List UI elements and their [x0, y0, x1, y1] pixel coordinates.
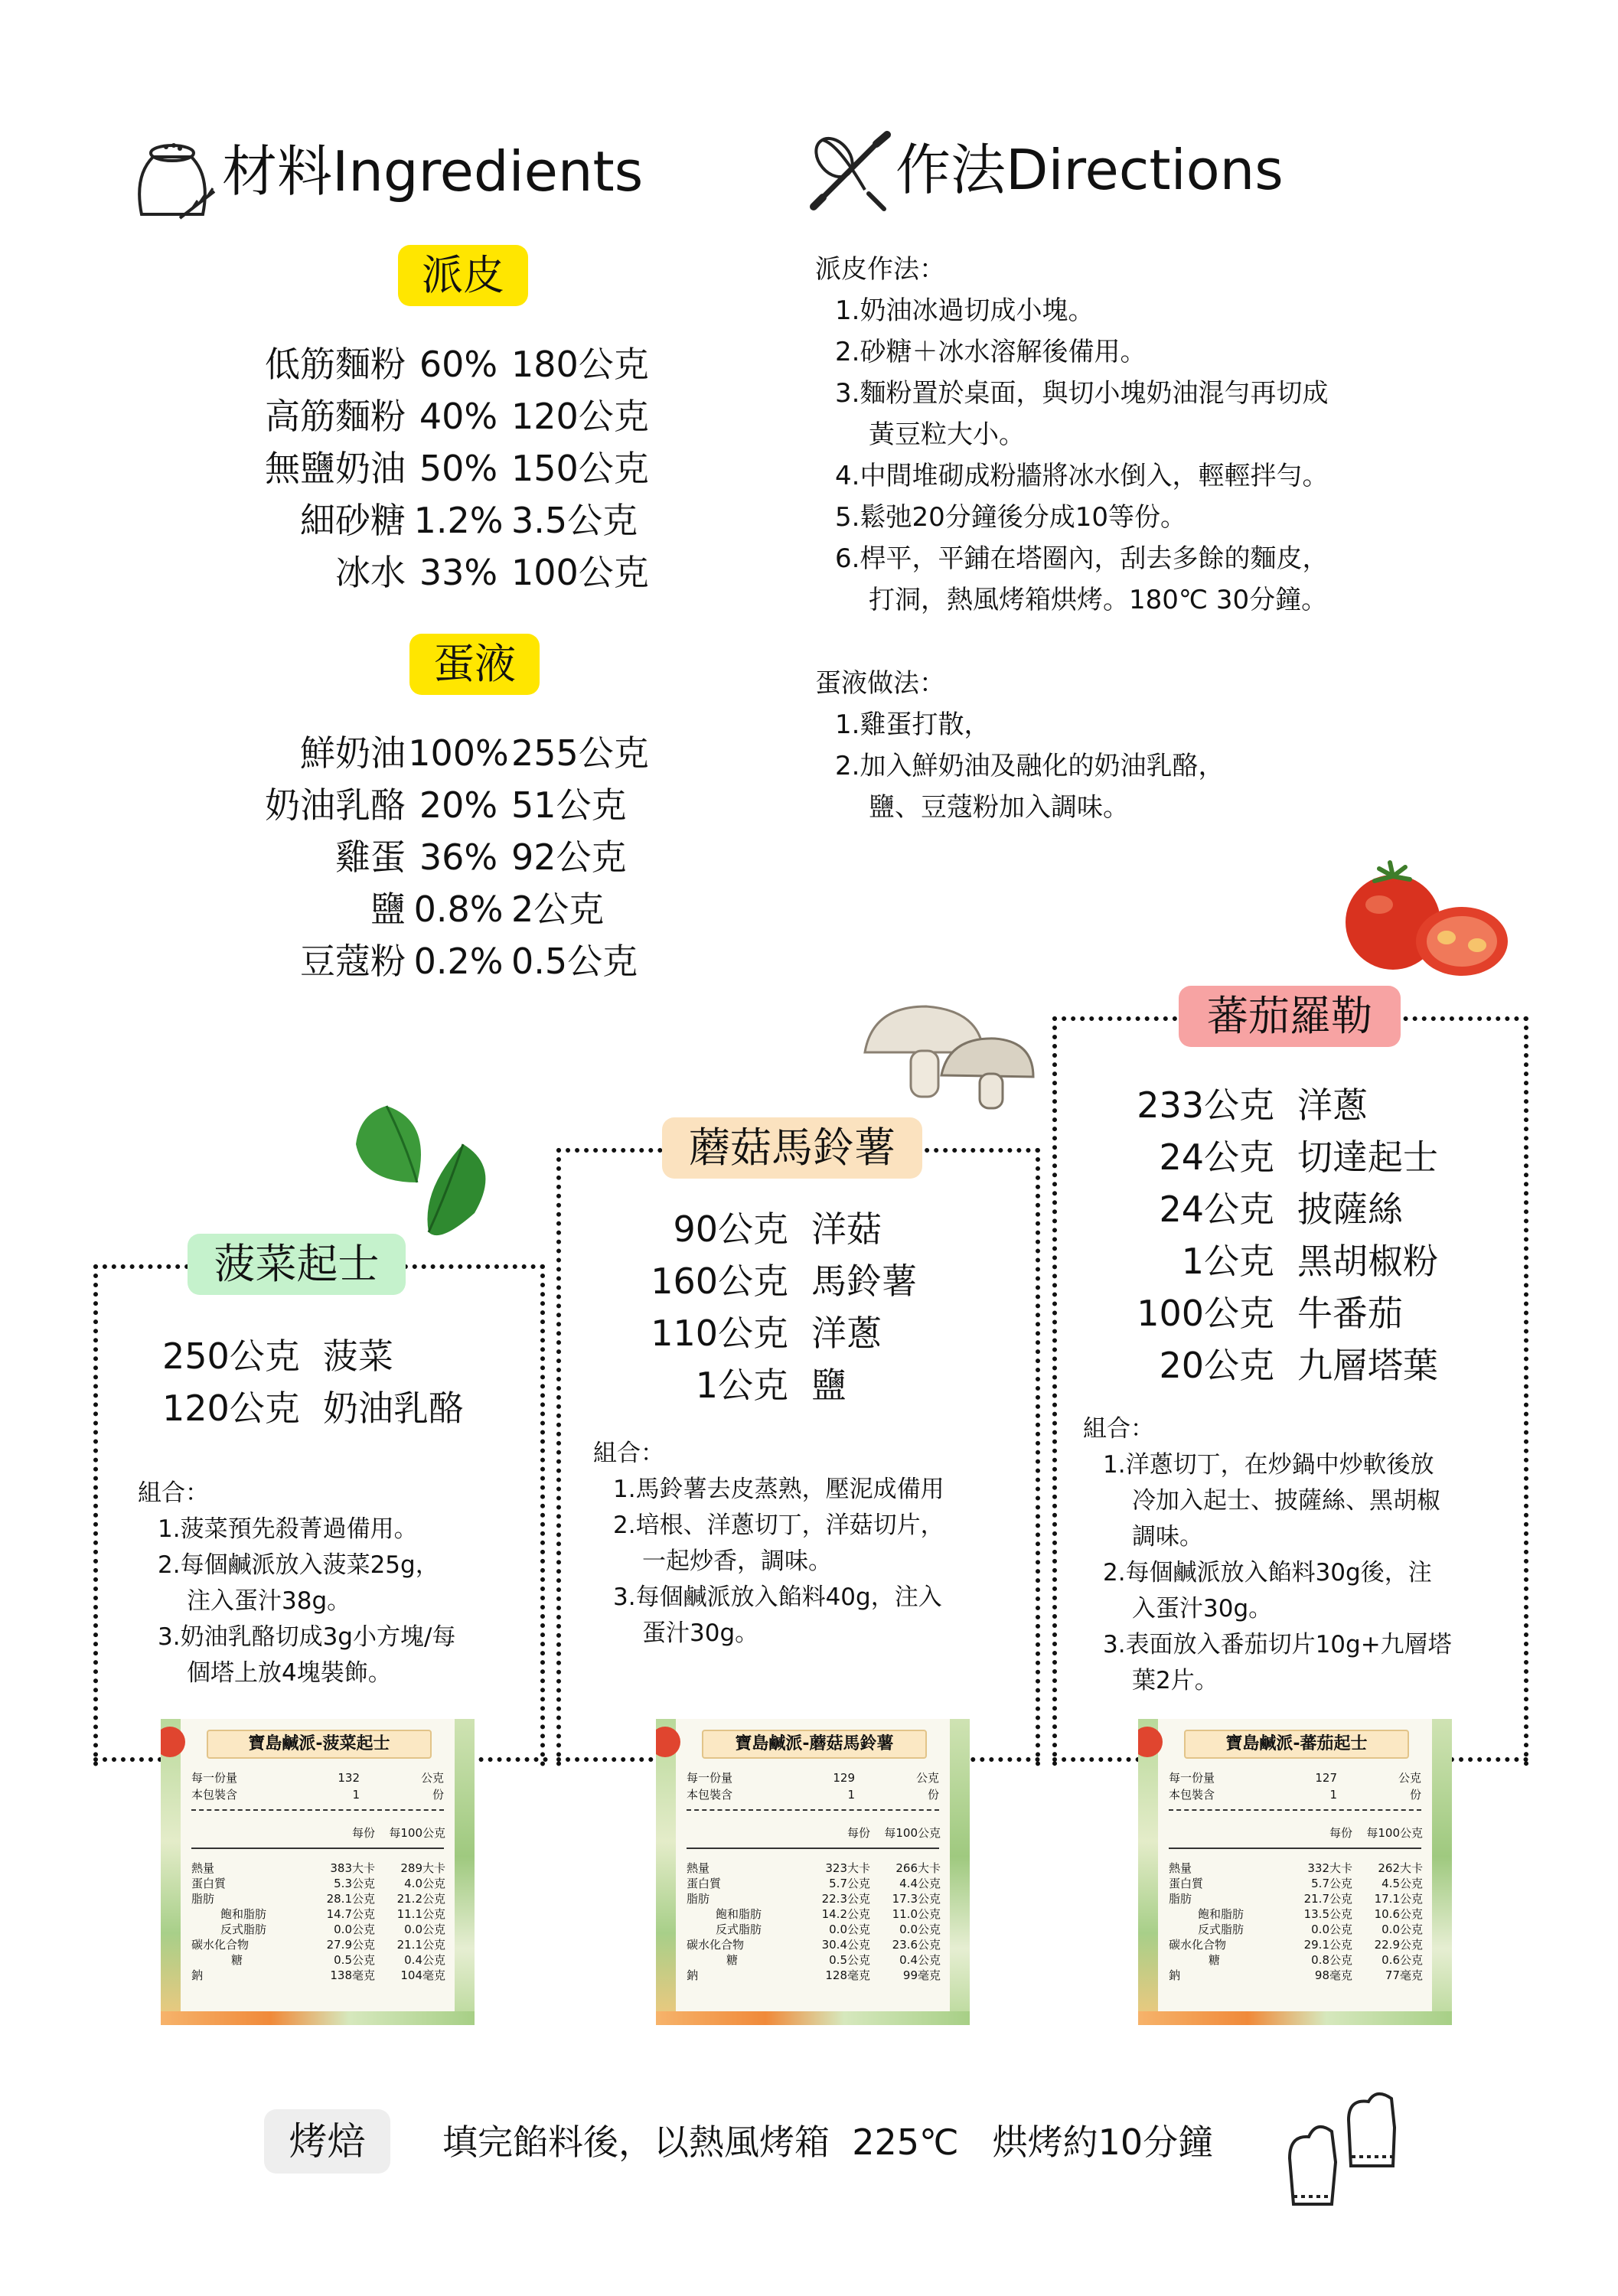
ingredient-grams: 51公克 — [511, 784, 627, 826]
nutrient-per-100g: 0.4公克 — [899, 1953, 941, 1967]
nutrient-per-serving: 27.9公克 — [326, 1938, 375, 1952]
filling-row — [628, 1203, 917, 1255]
filling-row — [628, 1359, 917, 1411]
ingredient-row — [245, 442, 649, 494]
ingredient-name: 奶油乳酪 — [265, 784, 406, 826]
divider — [1169, 1809, 1421, 1811]
filling-name: 鹽 — [811, 1365, 847, 1406]
nutrient-label: 蛋白質 — [1169, 1877, 1204, 1890]
tomato-decoration-icon — [161, 1727, 185, 1757]
combo-step-cont: 入蛋汁30g。 — [1132, 1595, 1273, 1623]
direction-step: 3.麵粉置於桌面，與切小塊奶油混勻再切成 — [835, 378, 1329, 409]
ingredient-row — [245, 779, 649, 831]
filling-row — [162, 1382, 464, 1434]
nutrient-label: 碳水化合物 — [191, 1938, 250, 1952]
combo-step: 2.每個鹹派放入餡料30g後，注 — [1103, 1559, 1432, 1587]
direction-step: 1.雞蛋打散， — [835, 709, 990, 740]
nutrient-per-serving: 14.2公克 — [821, 1907, 870, 1921]
spinach-icon — [341, 1098, 501, 1244]
combo-step: 1.洋蔥切丁，在炒鍋中炒軟後放 — [1103, 1451, 1434, 1479]
nutrition-title: 寶島鹹派-蕃茄起士 — [1184, 1730, 1409, 1759]
tomato-icon — [1332, 857, 1515, 980]
divider — [191, 1848, 444, 1849]
ingredient-percent: 1.2% — [413, 500, 504, 541]
nutrient-label: 反式脂肪 — [220, 1923, 267, 1936]
nutrient-label: 脂肪 — [191, 1892, 215, 1906]
tomato-basil-label: 蕃茄羅勒 — [1179, 986, 1401, 1047]
combo-step-cont: 個塔上放4塊裝飾。 — [187, 1659, 392, 1687]
ingredient-percent: 20% — [419, 784, 498, 826]
filling-name: 九層塔葉 — [1297, 1345, 1438, 1386]
nutrition-label — [1138, 1719, 1452, 2025]
vegetable-border-decoration — [1432, 1719, 1452, 2025]
ingredient-grams: 0.5公克 — [511, 941, 638, 982]
serving-label: 每一份量 — [1169, 1771, 1215, 1785]
ingredient-row — [245, 338, 649, 390]
col-per-serving: 每份 — [847, 1826, 870, 1840]
filling-quantity: 100公克 — [1137, 1293, 1274, 1334]
pack-value: 1 — [1329, 1788, 1337, 1802]
divider — [1169, 1848, 1421, 1849]
nutrient-label: 反式脂肪 — [716, 1923, 762, 1936]
ingredient-grams: 180公克 — [511, 344, 649, 385]
filling-name: 披薩絲 — [1297, 1189, 1403, 1230]
ingredient-name: 雞蛋 — [335, 837, 406, 878]
combo-step-cont: 一起炒香，調味。 — [642, 1548, 832, 1575]
pack-label: 本包裝含 — [1169, 1788, 1215, 1802]
ingredient-name: 鮮奶油 — [300, 732, 406, 774]
nutrient-per-serving: 383大卡 — [330, 1861, 375, 1875]
nutrient-label: 飽和脂肪 — [716, 1907, 762, 1921]
vegetable-border-decoration — [161, 1719, 181, 2025]
filling-name: 洋蔥 — [811, 1313, 882, 1354]
ingredients-title: 材料Ingredients — [222, 139, 644, 204]
nutrient-per-serving: 5.7公克 — [829, 1877, 870, 1890]
filling-name: 牛番茄 — [1297, 1293, 1403, 1334]
nutrient-per-100g: 22.9公克 — [1374, 1938, 1423, 1952]
nutrient-per-100g: 0.0公克 — [404, 1923, 445, 1936]
nutrient-label: 蛋白質 — [687, 1877, 722, 1890]
ingredient-name: 無鹽奶油 — [265, 448, 406, 489]
crust-ingredients-table — [245, 338, 649, 598]
egg-ingredients-table — [245, 727, 649, 987]
ingredient-percent: 40% — [419, 396, 498, 437]
ingredient-row — [245, 390, 649, 442]
nutrient-label: 鈉 — [191, 1968, 204, 1982]
directions-title: 作法Directions — [895, 138, 1284, 202]
ingredient-name: 鹽 — [370, 889, 406, 930]
nutrient-per-100g: 17.3公克 — [892, 1892, 941, 1906]
filling-row — [1114, 1079, 1438, 1131]
nutrient-label: 鈉 — [1169, 1968, 1181, 1982]
nutrient-per-100g: 289大卡 — [400, 1861, 445, 1875]
mushroom-potato-ingredients — [628, 1203, 917, 1411]
nutrient-label: 糖 — [726, 1953, 739, 1967]
egg-directions-title: 蛋液做法： — [815, 668, 945, 699]
nutrient-per-100g: 99毫克 — [902, 1968, 941, 1982]
filling-row — [1114, 1339, 1438, 1391]
filling-quantity: 1公克 — [1181, 1241, 1274, 1282]
vegetable-border-decoration — [656, 1719, 676, 2025]
vegetable-border-decoration — [950, 1719, 970, 2025]
pack-unit: 份 — [1409, 1788, 1421, 1802]
nutrient-per-serving: 138毫克 — [330, 1968, 375, 1982]
filling-row — [628, 1255, 917, 1307]
nutrient-per-serving: 0.5公克 — [829, 1953, 870, 1967]
col-per-100g: 每100公克 — [1366, 1826, 1423, 1840]
divider — [191, 1809, 444, 1811]
nutrient-per-100g: 11.0公克 — [892, 1907, 941, 1921]
nutrient-label: 熱量 — [1169, 1861, 1192, 1875]
spinach-cheese-steps — [138, 1476, 455, 1691]
nutrient-per-serving: 28.1公克 — [326, 1892, 375, 1906]
ingredient-grams: 92公克 — [511, 837, 627, 878]
serving-unit: 公克 — [915, 1771, 939, 1785]
crust-directions — [815, 249, 1328, 621]
nutrient-per-serving: 29.1公克 — [1303, 1938, 1352, 1952]
mushroom-potato-label: 蘑菇馬鈴薯 — [662, 1117, 922, 1179]
pack-label: 本包裝含 — [687, 1788, 733, 1802]
ingredient-grams: 2公克 — [511, 889, 605, 930]
combo-step: 1.菠菜預先殺菁過備用。 — [158, 1515, 418, 1543]
nutrition-label — [656, 1719, 970, 2025]
ingredient-percent: 50% — [419, 448, 498, 489]
nutrient-per-100g: 77毫克 — [1385, 1968, 1423, 1982]
nutrient-label: 脂肪 — [687, 1892, 710, 1906]
combo-step: 2.培根、洋蔥切丁，洋菇切片， — [613, 1512, 944, 1539]
spinach-cheese-ingredients — [162, 1330, 464, 1434]
combo-title: 組合： — [1083, 1415, 1154, 1443]
nutrient-per-100g: 17.1公克 — [1374, 1892, 1423, 1906]
combo-step-cont: 冷加入起士、披薩絲、黑胡椒 — [1132, 1487, 1440, 1515]
direction-step: 6.桿平，平鋪在塔圈內，刮去多餘的麵皮， — [835, 543, 1329, 574]
nutrient-per-100g: 11.1公克 — [396, 1907, 445, 1921]
nutrient-per-100g: 23.6公克 — [892, 1938, 941, 1952]
filling-name: 黑胡椒粉 — [1297, 1241, 1438, 1282]
filling-quantity: 20公克 — [1159, 1345, 1274, 1386]
bake-instructions: 填完餡料後，以熱風烤箱 225℃ 烘烤約10分鐘 — [442, 2122, 1214, 2163]
ingredient-percent: 33% — [419, 552, 498, 593]
direction-step-cont: 打洞，熱風烤箱烘烤。180℃ 30分鐘。 — [869, 585, 1328, 615]
ingredient-grams: 3.5公克 — [511, 500, 638, 541]
flour-sack-icon — [126, 130, 218, 222]
ingredient-grams: 100公克 — [511, 552, 649, 593]
nutrient-per-100g: 21.1公克 — [396, 1938, 445, 1952]
ingredient-row — [245, 935, 649, 987]
filling-quantity: 1公克 — [695, 1365, 788, 1406]
divider — [687, 1809, 939, 1811]
direction-step: 2.加入鮮奶油及融化的奶油乳酪， — [835, 751, 1225, 781]
filling-row — [1114, 1287, 1438, 1339]
nutrient-per-serving: 30.4公克 — [821, 1938, 870, 1952]
combo-step-cont: 葉2片。 — [1132, 1667, 1218, 1694]
pack-value: 1 — [352, 1788, 360, 1802]
col-per-100g: 每100公克 — [884, 1826, 941, 1840]
col-per-serving: 每份 — [351, 1826, 375, 1840]
nutrient-per-serving: 98毫克 — [1314, 1968, 1352, 1982]
carrot-border-decoration — [1138, 2011, 1452, 2025]
filling-name: 馬鈴薯 — [811, 1261, 917, 1302]
nutrient-label: 蛋白質 — [191, 1877, 227, 1890]
nutrient-label: 熱量 — [687, 1861, 710, 1875]
ingredient-percent: 0.2% — [413, 941, 504, 982]
ingredient-row — [245, 883, 649, 935]
combo-step: 1.馬鈴薯去皮蒸熟，壓泥成備用 — [613, 1476, 944, 1503]
crust-directions-title: 派皮作法： — [815, 254, 945, 285]
col-per-serving: 每份 — [1329, 1826, 1352, 1840]
filling-quantity: 110公克 — [651, 1313, 788, 1354]
filling-name: 洋菇 — [811, 1208, 882, 1250]
ingredient-row — [245, 546, 649, 598]
filling-quantity: 250公克 — [162, 1336, 300, 1377]
nutrient-per-100g: 266大卡 — [895, 1861, 941, 1875]
filling-name: 奶油乳酪 — [322, 1388, 464, 1429]
nutrient-label: 糖 — [1209, 1953, 1221, 1967]
combo-title: 組合： — [138, 1479, 209, 1507]
pack-value: 1 — [847, 1788, 855, 1802]
ingredient-name: 細砂糖 — [300, 500, 406, 541]
vegetable-border-decoration — [1138, 1719, 1158, 2025]
crust-label: 派皮 — [398, 245, 528, 306]
ingredient-name: 高筋麵粉 — [265, 396, 406, 437]
ingredient-name: 低筋麵粉 — [265, 344, 406, 385]
combo-step: 3.每個鹹派放入餡料40g，注入 — [613, 1583, 942, 1611]
nutrient-label: 碳水化合物 — [687, 1938, 745, 1952]
direction-step: 2.砂糖＋冰水溶解後備用。 — [835, 337, 1147, 367]
spinach-cheese-label: 菠菜起士 — [188, 1234, 406, 1295]
direction-step: 1.奶油冰過切成小塊。 — [835, 295, 1094, 326]
serving-value: 129 — [833, 1771, 855, 1785]
pack-unit: 份 — [432, 1788, 444, 1802]
divider — [687, 1848, 939, 1849]
combo-step: 2.每個鹹派放入菠菜25g， — [158, 1551, 439, 1579]
egg-label: 蛋液 — [409, 634, 540, 695]
ingredient-grams: 120公克 — [511, 396, 649, 437]
filling-row — [1114, 1235, 1438, 1287]
combo-step-cont: 注入蛋汁38g。 — [187, 1587, 351, 1615]
carrot-border-decoration — [656, 2011, 970, 2025]
nutrient-per-serving: 0.8公克 — [1311, 1953, 1352, 1967]
ingredient-row — [245, 727, 649, 779]
direction-step: 5.鬆弛20分鐘後分成10等份。 — [835, 502, 1186, 533]
nutrient-label: 碳水化合物 — [1169, 1938, 1227, 1952]
nutrient-per-serving: 0.0公克 — [1311, 1923, 1352, 1936]
serving-value: 132 — [338, 1771, 360, 1785]
nutrient-per-100g: 0.6公克 — [1381, 1953, 1423, 1967]
filling-row — [1114, 1131, 1438, 1183]
ingredient-grams: 255公克 — [511, 732, 649, 774]
nutrient-per-100g: 0.0公克 — [1381, 1923, 1423, 1936]
carrot-border-decoration — [161, 2011, 475, 2025]
serving-value: 127 — [1315, 1771, 1337, 1785]
filling-name: 切達起士 — [1297, 1137, 1438, 1178]
ingredient-percent: 60% — [419, 344, 498, 385]
whisk-rolling-pin-icon — [807, 129, 893, 214]
nutrient-per-serving: 5.3公克 — [334, 1877, 375, 1890]
nutrition-label — [161, 1719, 475, 2025]
mushroom-icon — [850, 991, 1041, 1114]
ingredient-percent: 36% — [419, 837, 498, 878]
nutrient-label: 反式脂肪 — [1198, 1923, 1244, 1936]
filling-row — [1114, 1183, 1438, 1235]
nutrient-per-100g: 4.5公克 — [1381, 1877, 1423, 1890]
mushroom-potato-steps — [593, 1436, 944, 1652]
ingredient-grams: 150公克 — [511, 448, 649, 489]
filling-name: 菠菜 — [322, 1336, 393, 1377]
filling-quantity: 24公克 — [1159, 1137, 1274, 1178]
serving-unit: 公克 — [1398, 1771, 1421, 1785]
tomato-decoration-icon — [1138, 1727, 1163, 1757]
filling-row — [628, 1307, 917, 1359]
ingredient-percent: 100% — [408, 732, 509, 774]
direction-step-cont: 鹽、豆蔻粉加入調味。 — [869, 792, 1129, 823]
combo-step: 3.表面放入番茄切片10g+九層塔 — [1103, 1631, 1452, 1658]
nutrient-per-serving: 21.7公克 — [1303, 1892, 1352, 1906]
combo-step-cont: 蛋汁30g。 — [642, 1619, 759, 1647]
nutrient-per-100g: 21.2公克 — [396, 1892, 445, 1906]
nutrient-per-serving: 13.5公克 — [1303, 1907, 1352, 1921]
ingredient-name: 豆蔻粉 — [300, 941, 406, 982]
bake-label: 烤焙 — [264, 2109, 390, 2174]
filling-quantity: 90公克 — [673, 1208, 788, 1250]
filling-quantity: 120公克 — [162, 1388, 300, 1429]
nutrient-label: 熱量 — [191, 1861, 215, 1875]
vegetable-border-decoration — [455, 1719, 475, 2025]
direction-step: 4.中間堆砌成粉牆將冰水倒入，輕輕拌勻。 — [835, 461, 1329, 491]
col-per-100g: 每100公克 — [389, 1826, 445, 1840]
tomato-basil-ingredients — [1114, 1079, 1438, 1391]
nutrient-per-100g: 10.6公克 — [1374, 1907, 1423, 1921]
nutrient-label: 飽和脂肪 — [1198, 1907, 1244, 1921]
nutrient-label: 鈉 — [687, 1968, 699, 1982]
combo-step: 3.奶油乳酪切成3g小方塊/每 — [158, 1623, 456, 1651]
serving-label: 每一份量 — [191, 1771, 238, 1785]
nutrient-per-serving: 22.3公克 — [821, 1892, 870, 1906]
combo-step-cont: 調味。 — [1132, 1523, 1203, 1551]
nutrient-per-100g: 4.4公克 — [899, 1877, 941, 1890]
nutrient-per-serving: 0.0公克 — [334, 1923, 375, 1936]
oven-mitt-icon — [1278, 2089, 1416, 2212]
nutrient-per-serving: 14.7公克 — [326, 1907, 375, 1921]
ingredient-name: 冰水 — [335, 552, 406, 593]
filling-quantity: 160公克 — [651, 1261, 788, 1302]
pack-label: 本包裝含 — [191, 1788, 238, 1802]
nutrient-label: 飽和脂肪 — [220, 1907, 267, 1921]
nutrient-per-serving: 5.7公克 — [1311, 1877, 1352, 1890]
nutrient-per-100g: 0.4公克 — [404, 1953, 445, 1967]
serving-unit: 公克 — [420, 1771, 444, 1785]
nutrient-label: 脂肪 — [1169, 1892, 1192, 1906]
ingredient-row — [245, 831, 649, 883]
nutrient-per-serving: 332大卡 — [1307, 1861, 1352, 1875]
egg-directions — [815, 663, 1224, 828]
nutrient-per-100g: 104毫克 — [400, 1968, 445, 1982]
nutrient-per-serving: 128毫克 — [825, 1968, 870, 1982]
filling-name: 洋蔥 — [1297, 1084, 1368, 1126]
tomato-basil-steps — [1083, 1411, 1452, 1699]
nutrient-per-100g: 262大卡 — [1378, 1861, 1423, 1875]
filling-quantity: 233公克 — [1137, 1084, 1274, 1126]
filling-quantity: 24公克 — [1159, 1189, 1274, 1230]
direction-step-cont: 黃豆粒大小。 — [869, 419, 1025, 450]
ingredient-percent: 0.8% — [413, 889, 504, 930]
serving-label: 每一份量 — [687, 1771, 733, 1785]
ingredient-row — [245, 494, 649, 546]
combo-title: 組合： — [593, 1440, 664, 1467]
pack-unit: 份 — [927, 1788, 939, 1802]
nutrient-per-serving: 0.0公克 — [829, 1923, 870, 1936]
nutrient-per-100g: 0.0公克 — [899, 1923, 941, 1936]
nutrient-per-serving: 0.5公克 — [334, 1953, 375, 1967]
nutrient-per-serving: 323大卡 — [825, 1861, 870, 1875]
tomato-decoration-icon — [656, 1727, 680, 1757]
nutrient-label: 糖 — [231, 1953, 243, 1967]
nutrition-title: 寶島鹹派-蘑菇馬鈴薯 — [702, 1730, 927, 1759]
nutrition-title: 寶島鹹派-菠菜起士 — [207, 1730, 432, 1759]
nutrient-per-100g: 4.0公克 — [404, 1877, 445, 1890]
filling-row — [162, 1330, 464, 1382]
